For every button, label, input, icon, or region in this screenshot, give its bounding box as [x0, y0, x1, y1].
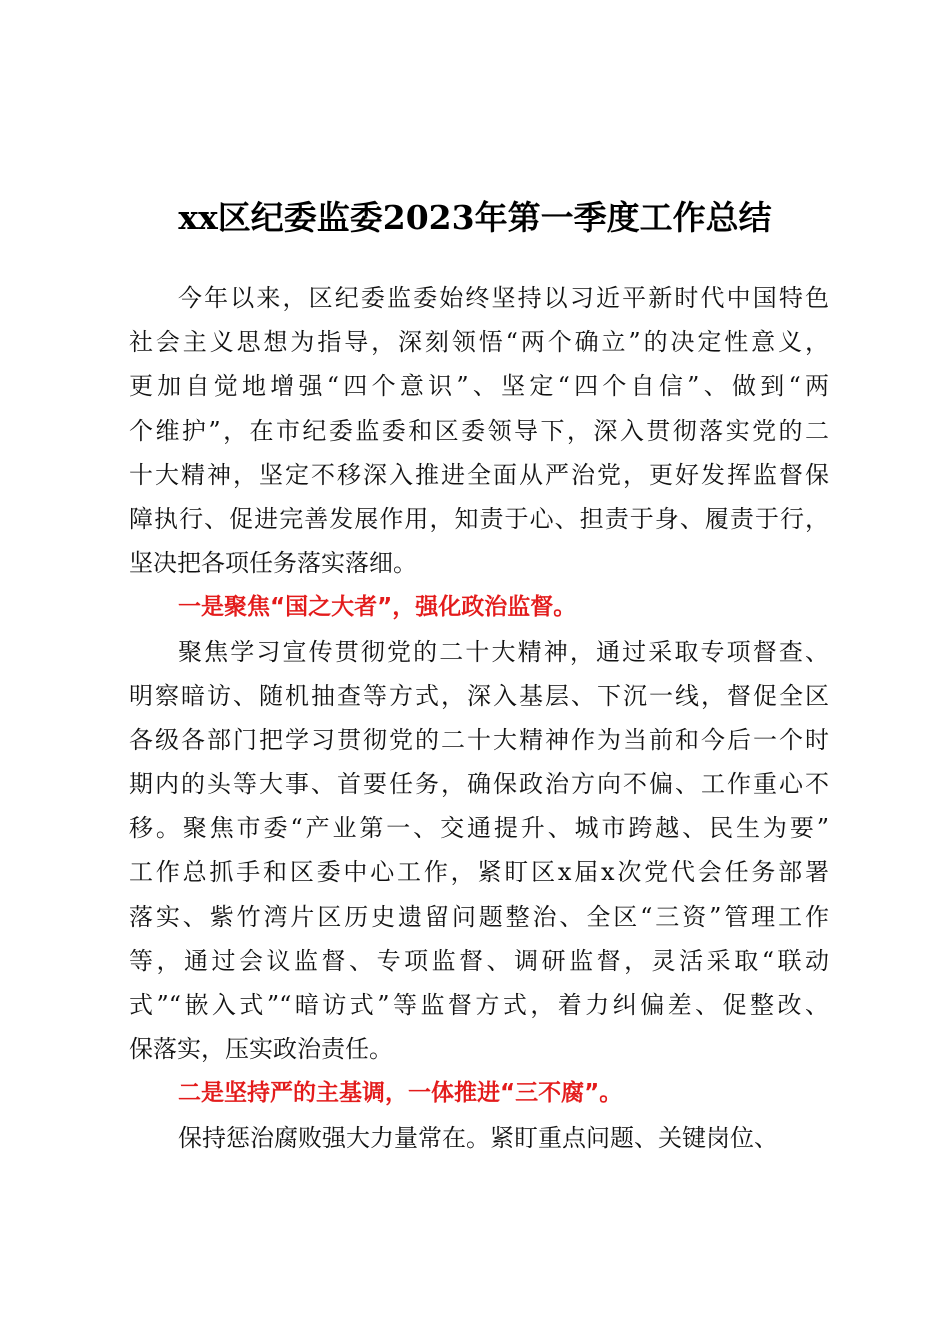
- paragraph-intro: [129, 276, 829, 585]
- paragraph-line: 移。聚焦市委“产业第一、交通提升、城市跨越、民生为要”: [129, 814, 829, 843]
- paragraph-line: 更加自觉地增强“四个意识”、坚定“四个自信”、做到“两: [129, 372, 829, 401]
- paragraph-anti-corruption: [129, 1116, 829, 1160]
- paragraph-line: 落实、紫竹湾片区历史遗留问题整治、全区“三资”管理工作: [129, 902, 829, 931]
- paragraph-line: 工作总抓手和区委中心工作，紧盯区x届x次党代会任务部署: [129, 858, 829, 887]
- paragraph-line: 十大精神，坚定不移深入推进全面从严治党，更好发挥监督保: [129, 460, 829, 489]
- paragraph-line: 社会主义思想为指导，深刻领悟“两个确立”的决定性意义，: [129, 328, 829, 357]
- paragraph-line: 个维护”，在市纪委监委和区委领导下，深入贯彻落实党的二: [129, 416, 829, 445]
- section-heading-2: 二是坚持严的主基调，一体推进“三不腐”。: [178, 1080, 623, 1107]
- paragraph-political-supervision: [129, 630, 829, 1072]
- paragraph-line: 各级各部门把学习贯彻党的二十大精神作为当前和今后一个时: [129, 725, 829, 754]
- paragraph-line: 保落实，压实政治责任。: [129, 1035, 393, 1064]
- paragraph-line: 障执行、促进完善发展作用，知责于心、担责于身、履责于行，: [129, 504, 829, 533]
- paragraph-line: 聚焦学习宣传贯彻党的二十大精神，通过采取专项督查、: [178, 637, 829, 666]
- paragraph-line: 等，通过会议监督、专项监督、调研监督，灵活采取“联动: [129, 946, 829, 975]
- section-heading-1: 一是聚焦“国之大者”，强化政治监督。: [178, 594, 577, 621]
- paragraph-line: 坚决把各项任务落实落细。: [129, 549, 417, 578]
- paragraph-line: 明察暗访、随机抽查等方式，深入基层、下沉一线，督促全区: [129, 681, 829, 710]
- paragraph-line: 保持惩治腐败强大力量常在。紧盯重点问题、关键岗位、: [178, 1123, 778, 1152]
- paragraph-line: 今年以来，区纪委监委始终坚持以习近平新时代中国特色: [178, 284, 829, 312]
- paragraph-line: 期内的头等大事、首要任务，确保政治方向不偏、工作重心不: [129, 770, 829, 799]
- document-body: [129, 276, 829, 1160]
- paragraph-line: 式”“嵌入式”“暗访式”等监督方式，着力纠偏差、促整改、: [129, 991, 829, 1019]
- document-title: xx区纪委监委2023年第一季度工作总结: [178, 198, 772, 237]
